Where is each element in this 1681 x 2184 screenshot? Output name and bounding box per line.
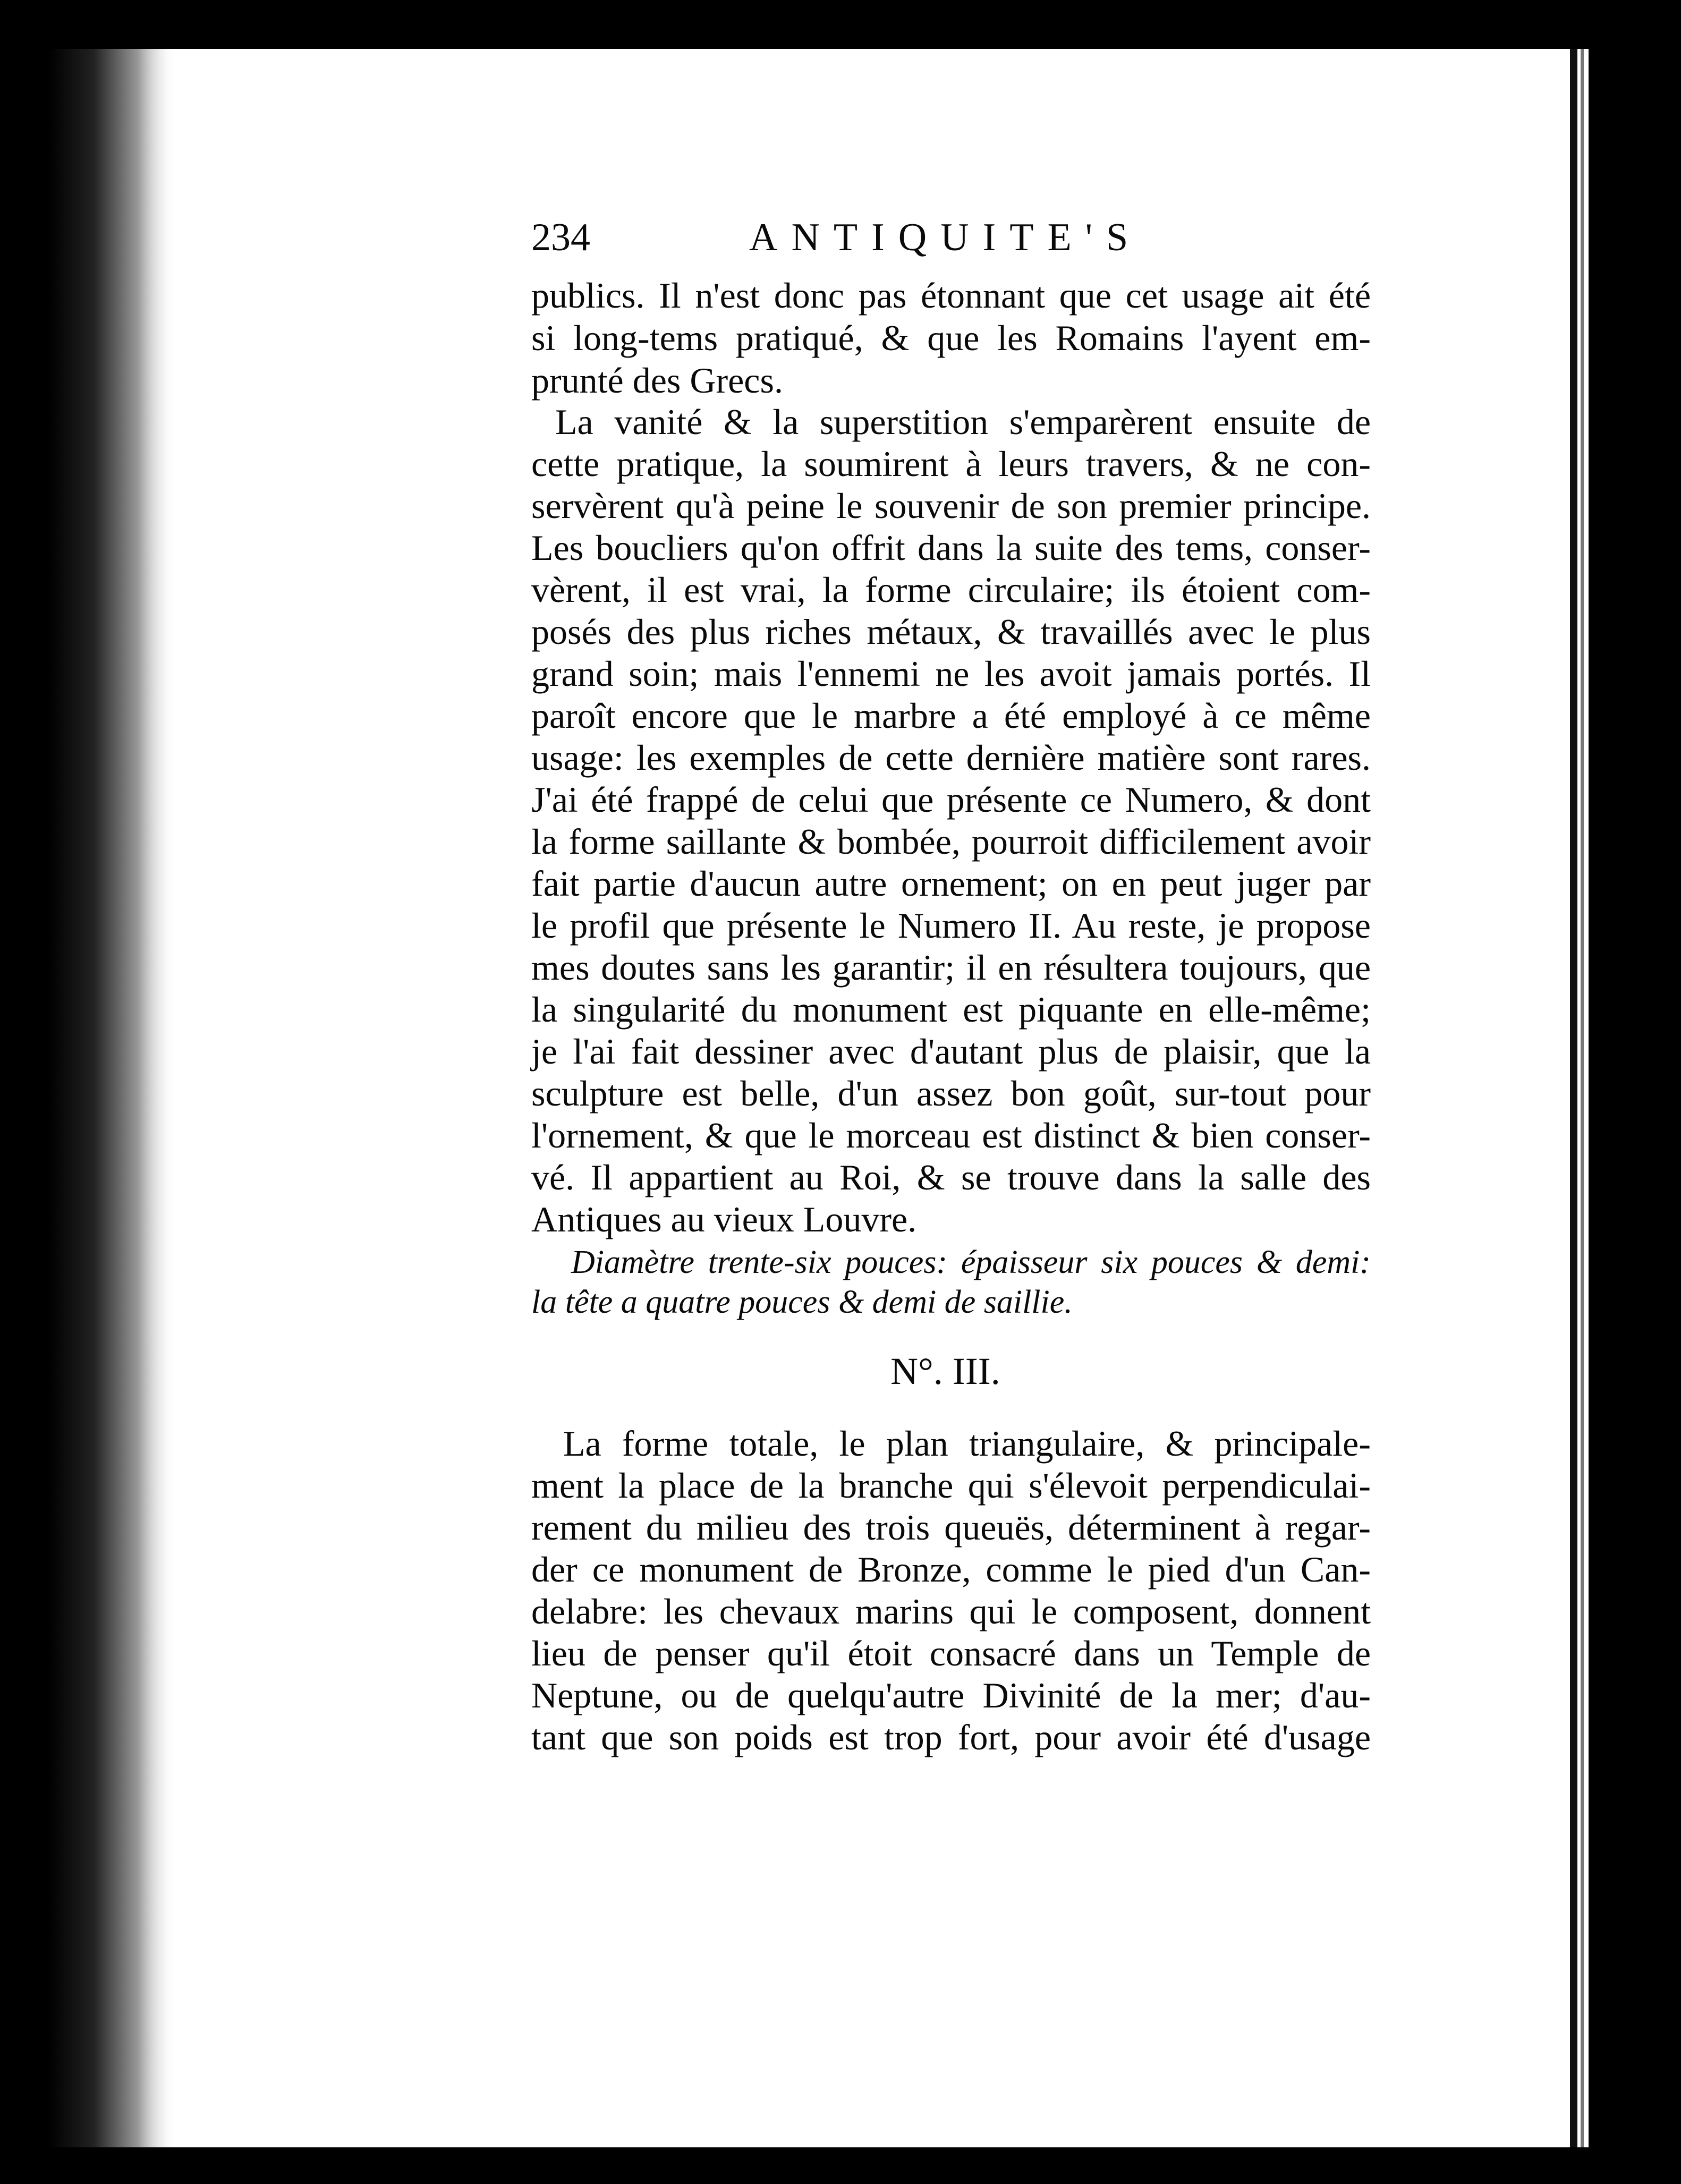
paragraph-3-line: Neptune, ou de quelqu'autre Divinité de la mer; d'au- [531, 1675, 1371, 1715]
paragraph-2-line: je l'ai fait dessiner avec d'autant plus de plaisir, que la [531, 1031, 1371, 1072]
dimensions-note-line: Diamètre trente-six pouces: épaisseur six pouces & demi: [571, 1244, 1371, 1280]
paragraph-3-line: La forme totale, le plan triangulaire, & principale- [563, 1423, 1371, 1464]
paragraph-3-line: delabre: les chevaux marins qui le composent, donnent [531, 1591, 1371, 1631]
paragraph-2-line: paroît encore que le marbre a été employé à ce même [531, 695, 1371, 736]
paragraph-2-line: vèrent, il est vrai, la forme circulaire; ils étoient com- [531, 570, 1371, 610]
paragraph-2-line: grand soin; mais l'ennemi ne les avoit jamais portés. Il [531, 653, 1371, 694]
paragraph-2-line: Antiques au vieux Louvre. [531, 1199, 917, 1239]
paragraph-2-line: l'ornement, & que le morceau est distinct & bien conser- [531, 1115, 1371, 1155]
running-title: ANTIQUITE'S [749, 216, 1142, 259]
section-heading: N°. III. [890, 1350, 1000, 1392]
paragraph-2-line: posés des plus riches métaux, & travaillés avec le plus [531, 611, 1371, 652]
paragraph-3-line: der ce monument de Bronze, comme le pied d'un Can- [531, 1549, 1371, 1590]
paragraph-2-line: usage: les exemples de cette dernière matière sont rares. [531, 737, 1371, 778]
paragraph-1-line: publics. Il n'est donc pas étonnant que cet usage ait été [531, 275, 1371, 316]
paragraph-2-line: fait partie d'aucun autre ornement; on en peut juger par [531, 863, 1371, 904]
paragraph-2-line: servèrent qu'à peine le souvenir de son premier principe. [531, 486, 1371, 526]
paragraph-2-line: Les boucliers qu'on offrit dans la suite des tems, conser- [531, 528, 1371, 568]
paragraph-2-line: La vanité & la superstition s'emparèrent ensuite de [555, 402, 1371, 442]
page-number: 234 [531, 216, 590, 259]
paragraph-2-line: sculpture est belle, d'un assez bon goût, sur-tout pour [531, 1073, 1371, 1114]
paragraph-2-line: le profil que présente le Numero II. Au reste, je propose [531, 905, 1371, 946]
paragraph-3-line: tant que son poids est trop fort, pour avoir été d'usage [531, 1717, 1371, 1757]
paragraph-3-line: rement du milieu des trois queuës, déterminent à regar- [531, 1507, 1371, 1548]
paragraph-2-line: cette pratique, la soumirent à leurs travers, & ne con- [531, 444, 1371, 484]
dimensions-note-line: la tête a quatre pouces & demi de saillie. [531, 1284, 1073, 1320]
paragraph-1-line: si long-tems pratiqué, & que les Romains l'ayent em- [531, 318, 1371, 358]
paragraph-3-line: ment la place de la branche qui s'élevoit perpendiculai- [531, 1465, 1371, 1506]
paragraph-3-line: lieu de penser qu'il étoit consacré dans un Temple de [531, 1633, 1371, 1673]
paragraph-2-line: J'ai été frappé de celui que présente ce Numero, & dont [531, 779, 1371, 820]
paragraph-1-line: prunté des Grecs. [531, 360, 783, 401]
paragraph-2-line: mes doutes sans les garantir; il en résultera toujours, que [531, 947, 1371, 988]
paragraph-2-line: la forme saillante & bombée, pourroit difficilement avoir [531, 821, 1371, 862]
paragraph-2-line: la singularité du monument est piquante en elle-même; [531, 989, 1371, 1030]
paragraph-2-line: vé. Il appartient au Roi, & se trouve dans la salle des [531, 1157, 1371, 1197]
